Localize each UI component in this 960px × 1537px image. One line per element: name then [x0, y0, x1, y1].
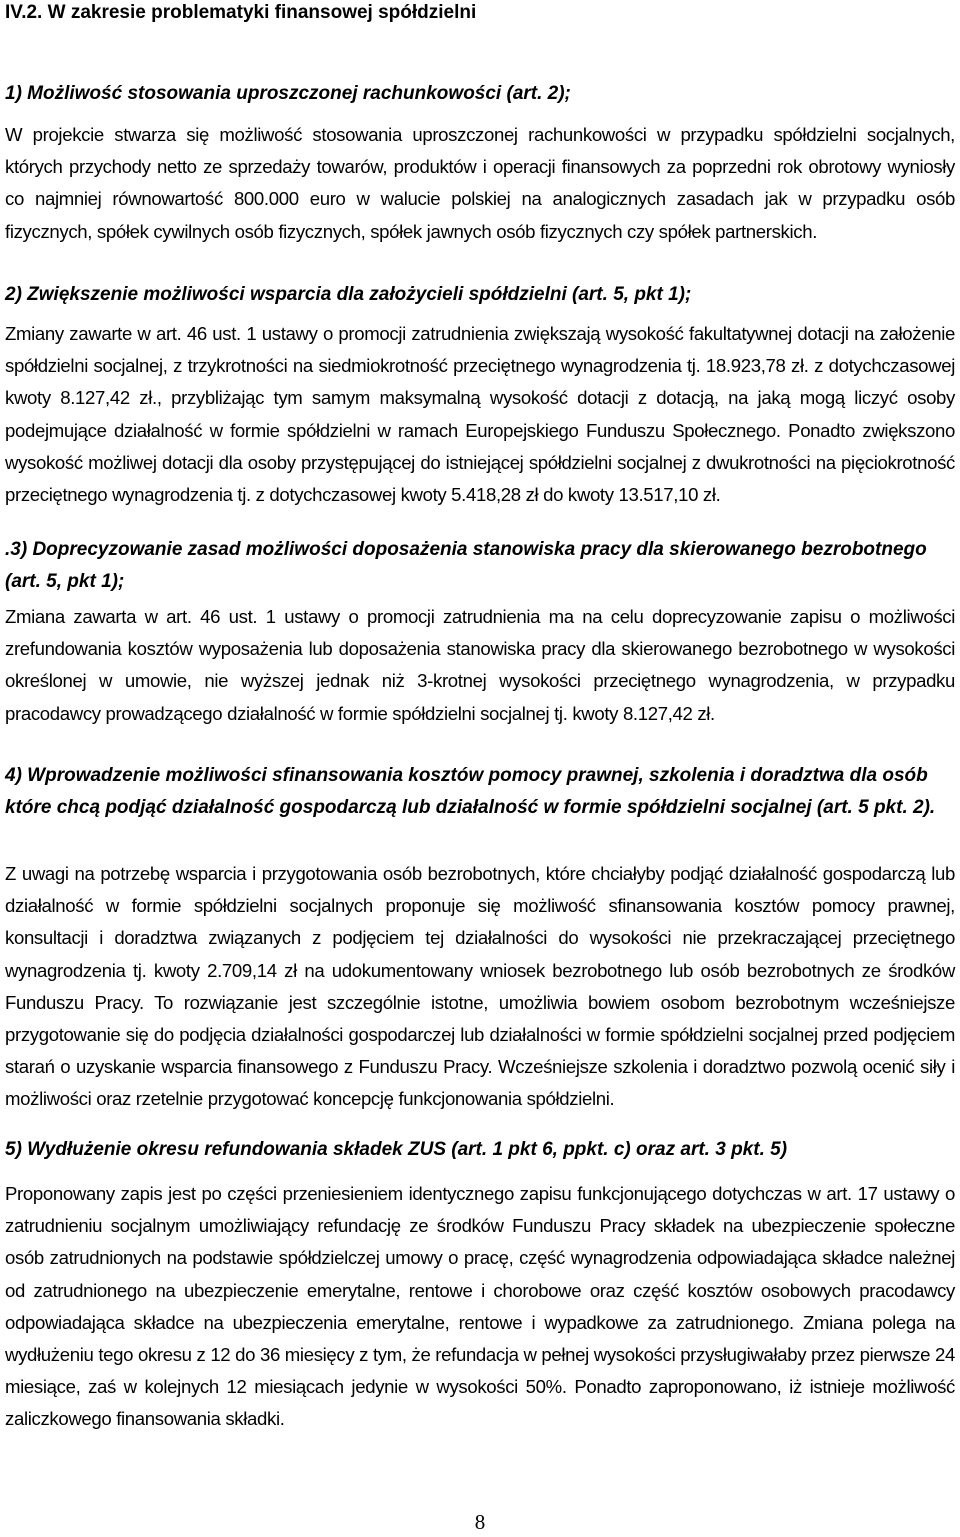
section-4-title: 4) Wprowadzenie możliwości sfinansowania kosztów pomocy prawnej, szkolenia i doradztwa dla osób które chcą podjąć działalność gospodarczą lub działalność w formie spółdzielni socjalnej (art. 5 pkt. 2).: [5, 765, 936, 818]
section-5-paragraph: Proponowany zapis jest po części przeniesieniem identycznego zapisu funkcjonującego dotychczas w art. 17 ustawy o zatrudnieniu socjalnym umożliwiający refundację ze środków Funduszu Pracy składek na ubezpieczenie społeczne osób zatrudnionych na podstawie spółdzielczej umowy o pracę, część wynagrodzenia odpowiadająca składce należnej od zatrudnionego na ubezpieczenie emerytalne, rentowe i chorobowe oraz część kosztów osobowych pracodawcy odpowiadająca składce na ubezpieczenia emerytalne, rentowe i wypadkowe za zatrudnionego. Zmiana polega na wydłużeniu tego okresu z 12 do 36 miesięcy z tym, że refundacja w pełnej wysokości przysługiwałaby przez pierwsze 24 miesiące, zaś w kolejnych 12 miesiącach jedynie w wysokości 50%. Ponadto zaproponowano, iż istnieje możliwość zaliczkowego finansowania składki.: [5, 1183, 955, 1430]
section-2-title: 2) Zwiększenie możliwości wsparcia dla założycieli spółdzielni (art. 5, pkt 1);: [5, 284, 692, 305]
section-4-paragraph: Z uwagi na potrzebę wsparcia i przygotowania osób bezrobotnych, które chciałyby podjąć działalność gospodarczą lub działalność w formie spółdzielni socjalnych proponuje się możliwość sfinansowania kosztów pomocy prawnej, konsultacji i doradztwa związanych z podjęciem tej działalności do wysokości nie przekraczającej przeciętnego wynagrodzenia tj. kwoty 2.709,14 zł na udokumentowany wniosek bezrobotnego lub osób bezrobotnych ze środków Funduszu Pracy. To rozwiązanie jest szczególnie istotne, umożliwia bowiem osobom bezrobotnym wcześniejsze przygotowanie się do podjęcia działalności gospodarczej lub działalności w formie spółdzielni socjalnej przed podjęciem starań o uzyskanie wsparcia finansowego z Funduszu Pracy. Wcześniejsze szkolenia i doradztwo pozwolą ocenić siły i możliwości oraz rzetelnie przygotować koncepcję funkcjonowania spółdzielni.: [5, 863, 955, 1110]
section-5-title: 5) Wydłużenie okresu refundowania składek ZUS (art. 1 pkt 6, ppkt. c) oraz art. 3 pkt. 5): [5, 1139, 788, 1160]
section-1-paragraph: W projekcie stwarza się możliwość stosowania uproszczonej rachunkowości w przypadku spółdzielni socjalnych, których przychody netto ze sprzedaży towarów, produktów i operacji finansowych za poprzedni rok obrotowy wyniosły co najmniej równowartość 800.000 euro w walucie polskiej na analogicznych zasadach jak w przypadku osób fizycznych, spółek cywilnych osób fizycznych, spółek jawnych osób fizycznych czy spółek partnerskich.: [5, 124, 955, 242]
page-number: 8: [474, 1510, 486, 1534]
section-2-paragraph: Zmiany zawarte w art. 46 ust. 1 ustawy o promocji zatrudnienia zwiększają wysokość fakultatywnej dotacji na założenie spółdzielni socjalnej, z trzykrotności na siedmiokrotność przeciętnego wynagrodzenia tj. 18.923,78 zł. z dotychczasowej kwoty 8.127,42 zł., przybliżając tym samym maksymalną wysokość dotacji z dotacją, na jaką mogą liczyć osoby podejmujące działalność w formie spółdzielni w ramach Europejskiego Funduszu Społecznego. Ponadto zwiększono wysokość możliwej dotacji dla osoby przystępującej do istniejącej spółdzielni socjalnej z dwukrotności na pięciokrotność przeciętnego wynagrodzenia tj. z dotychczasowej kwoty 5.418,28 zł do kwoty 13.517,10 zł.: [5, 323, 955, 506]
section-3-title: .3) Doprecyzowanie zasad możliwości doposażenia stanowiska pracy dla skierowanego bezrobotnego (art. 5, pkt 1);: [5, 539, 927, 592]
section-1-title: 1) Możliwość stosowania uproszczonej rachunkowości (art. 2);: [5, 83, 571, 104]
section-3-paragraph: Zmiana zawarta w art. 46 ust. 1 ustawy o promocji zatrudnienia ma na celu doprecyzowanie zapisu o możliwości zrefundowania kosztów wyposażenia lub doposażenia stanowiska pracy dla skierowanego bezrobotnego w wysokości określonej w umowie, nie wyższej jednak niż 3-krotnej wysokości przeciętnego wynagrodzenia, w przypadku pracodawcy prowadzącego działalność w formie spółdzielni socjalnej tj. kwoty 8.127,42 zł.: [5, 606, 955, 724]
chapter-heading: IV.2. W zakresie problematyki finansowej spółdzielni: [5, 2, 477, 23]
